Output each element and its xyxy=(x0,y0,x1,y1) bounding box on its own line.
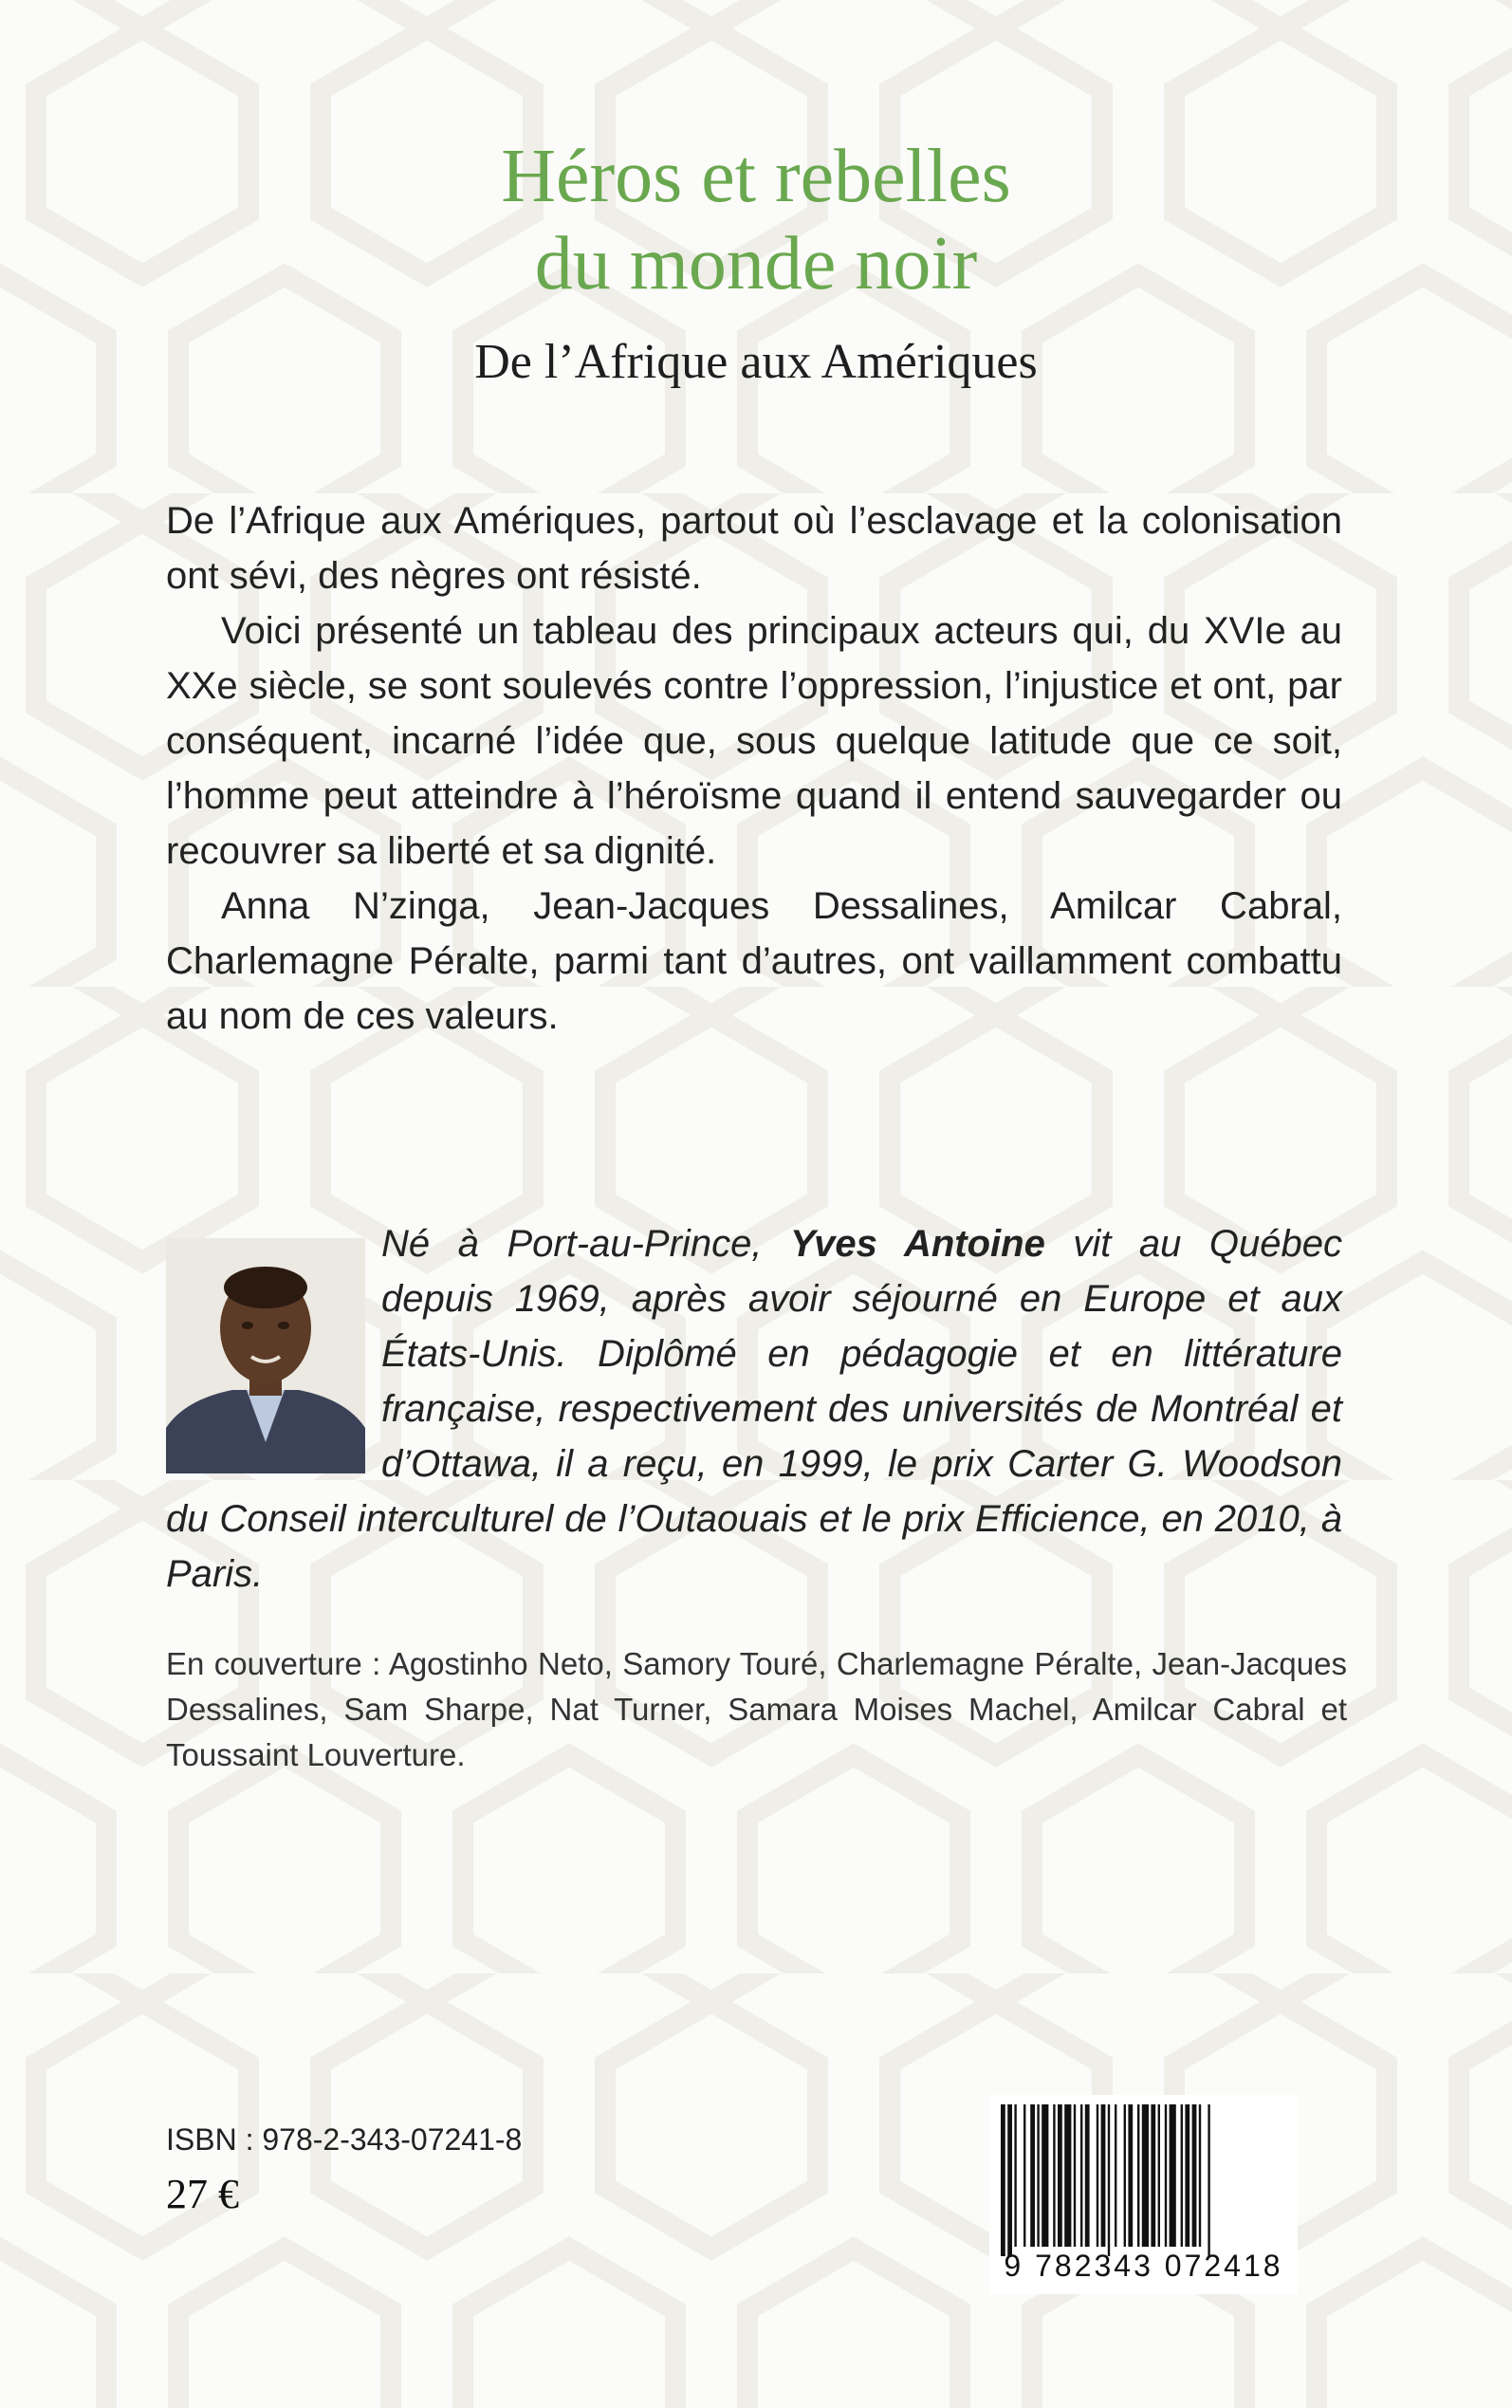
photo-wrap-space xyxy=(166,1216,370,1487)
author-bio xyxy=(166,1216,1342,1602)
barcode-bar xyxy=(1124,2104,1126,2247)
blurb-paragraph-2: Voici présenté un tableau des principaux acteurs qui, du XVIe au XXe siècle, se sont soulevés contre l’oppression, l’injustice et ont, par conséquent, incarné l’idée que, sous quelque latitude que ce soit, l’homme peut atteindre à l’héroïsme quand il entend sauvegarder ou recouvrer sa liberté et sa dignité. xyxy=(166,610,1342,872)
book-title-line-2: du monde noir xyxy=(534,222,978,306)
blurb-paragraph-3: Anna N’zinga, Jean-Jacques Dessalines, Amilcar Cabral, Charlemagne Péralte, parmi tant d’autres, ont vaillamment combattu au nom de ces valeurs. xyxy=(166,885,1342,1037)
barcode-bar xyxy=(1064,2104,1071,2247)
barcode-bar xyxy=(1074,2104,1076,2247)
author-bio-text: vit au Québec depuis 1969, après avoir séjourné en Europe et aux États-Unis. Diplômé en pédagogie et en littérature française, respectivement des universités de Montréal et d’Ottawa, il a reçu, en 1999, le prix Carter G. Woodson du Conseil interculturel de l’Outaouais et le prix Efficience, en 2010, à Paris. xyxy=(166,1223,1343,1595)
barcode-bar xyxy=(1030,2104,1035,2247)
barcode-bar xyxy=(1023,2104,1025,2247)
author-name: Yves Antoine xyxy=(789,1223,1045,1265)
back-cover-blurb xyxy=(166,493,1342,1044)
barcode-bar xyxy=(1053,2104,1055,2247)
barcode-bar xyxy=(1085,2104,1090,2247)
barcode-bar xyxy=(1115,2104,1116,2247)
price: 27 € xyxy=(166,2171,239,2217)
isbn-number: ISBN : 978-2-343-07241-8 xyxy=(166,2122,523,2157)
barcode-bar xyxy=(1101,2104,1106,2247)
barcode-bar xyxy=(1014,2104,1016,2247)
blurb-paragraph-1: De l’Afrique aux Amériques, partout où l’esclavage et la colonisation ont sévi, des nègres ont résisté. xyxy=(166,500,1342,597)
barcode-bar xyxy=(1192,2104,1197,2247)
barcode-bar xyxy=(1165,2104,1167,2247)
book-title xyxy=(0,133,1512,307)
barcode-bar xyxy=(1080,2104,1082,2247)
barcode-bar xyxy=(1208,2104,1209,2256)
barcode-digits: 9 782343 072418 xyxy=(1004,2249,1283,2283)
barcode-bar xyxy=(1128,2104,1133,2247)
cover-credit: En couverture : Agostinho Neto, Samory Touré, Charlemagne Péralte, Jean-Jacques Dessalines, Sam Sharpe, Nat Turner, Samara Moises Machel, Amilcar Cabral et Toussaint Louverture. xyxy=(166,1646,1347,1772)
author-bio-intro: Né à Port-au-Prince, xyxy=(381,1223,790,1265)
book-title-line-1: Héros et rebelles xyxy=(501,135,1011,218)
barcode-bar xyxy=(1037,2104,1039,2247)
book-subtitle: De l’Afrique aux Amériques xyxy=(474,335,1038,389)
barcode-bar xyxy=(1108,2104,1110,2256)
barcode-bar xyxy=(1097,2104,1098,2247)
barcode-bar xyxy=(1042,2104,1048,2247)
barcode-bar xyxy=(1058,2104,1062,2247)
barcode-bar xyxy=(1142,2104,1149,2247)
barcode-bar xyxy=(1151,2104,1155,2247)
barcode-bar xyxy=(1185,2104,1189,2247)
barcode-bar xyxy=(1007,2104,1012,2256)
barcode-bar xyxy=(1001,2104,1005,2256)
barcode-bar xyxy=(1170,2104,1176,2247)
barcode-bar xyxy=(1199,2104,1201,2247)
barcode-bar xyxy=(1158,2104,1160,2247)
barcode-bar xyxy=(1137,2104,1139,2247)
barcode-bar xyxy=(1181,2104,1183,2247)
